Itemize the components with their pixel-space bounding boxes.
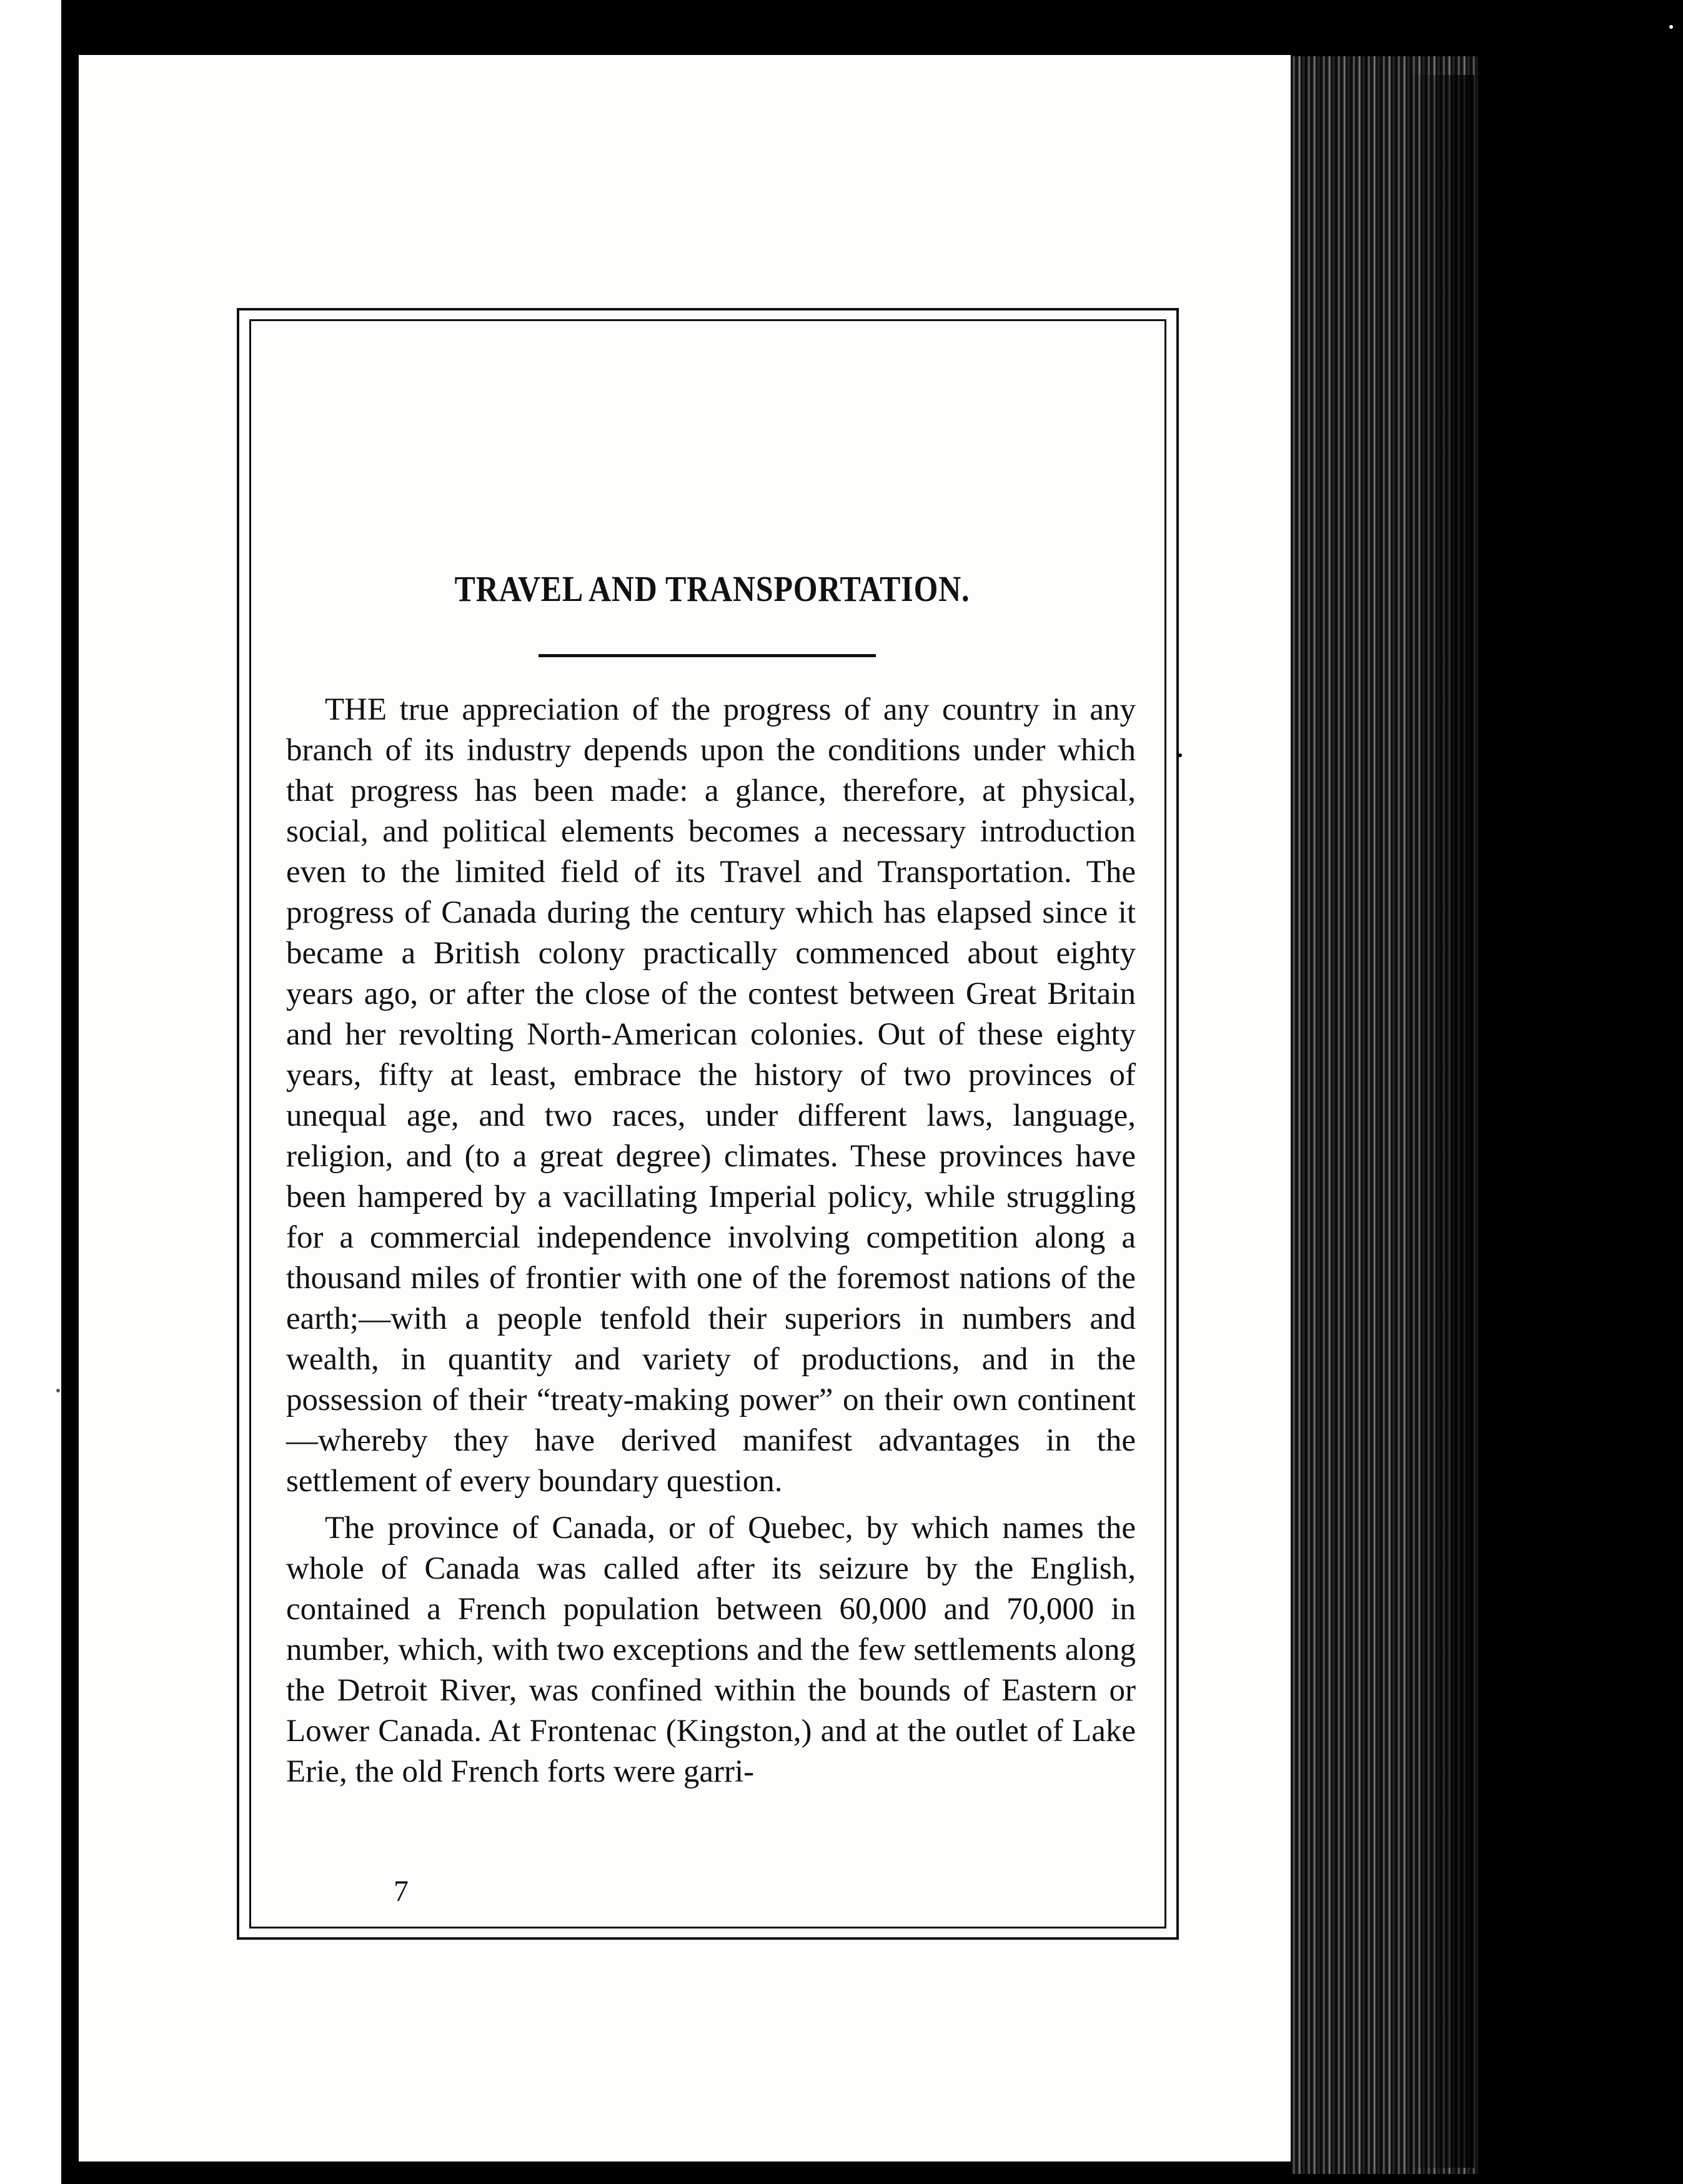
body-text — [286, 690, 1136, 1792]
page-border-frame — [237, 308, 1179, 1940]
fore-edge-shadow — [1406, 75, 1474, 2168]
book-page — [79, 55, 1291, 2162]
title-rule — [539, 654, 876, 657]
dust-speck — [164, 25, 169, 30]
paragraph-2: The province of Canada, or of Quebec, by which names the whole of Canada was called after its seizure by the English, contained a French population between 60,000 and 70,000 in number, which, with two exceptions and the few settlements along the Detroit River, was confined within the bounds of Eastern or Lower Canada. At Frontenac (Kingston,) and at the outlet of Lake Erie, the old French forts were garri- — [286, 1511, 1136, 1789]
dust-speck — [1669, 25, 1673, 29]
book-gutter — [61, 59, 79, 2158]
dust-speck — [56, 1389, 60, 1392]
chapter-title: TRAVEL AND TRANSPORTATION. — [454, 568, 970, 609]
dust-speck — [1178, 753, 1182, 757]
page-number: 7 — [394, 1875, 409, 1908]
page-border-inner-frame — [249, 319, 1166, 1928]
facing-page-edge — [0, 0, 61, 2184]
paragraph-1: THE true appreciation of the progress of any country in any branch of its industry depends upon the conditions under which that progress has been made: a glance, therefore, at physical, social, and political elements becomes a necessary introduction even to the limited field of its Travel and Transportation. The progress of Canada during the century which has elapsed since it became a British colony practically commenced about eighty years ago, or after the close of the contest between Great Britain and her revolting North-American colonies. Out of these eighty years, fifty at least, embrace the history of two provinces of unequal age, and two races, under different laws, language, religion, and (to a great degree) climates. These provinces have been hampered by a vacillating Imperial policy, while struggling for a commercial independence involving competition along a thousand miles of frontier with one of the foremost nations of the earth;—with a people tenfold their superiors in numbers and wealth, in quantity and variety of productions, and in the possession of their “treaty-making power” on their own continent—whereby they have derived manifest advantages in the settlement of every boundary question. — [286, 692, 1136, 1499]
